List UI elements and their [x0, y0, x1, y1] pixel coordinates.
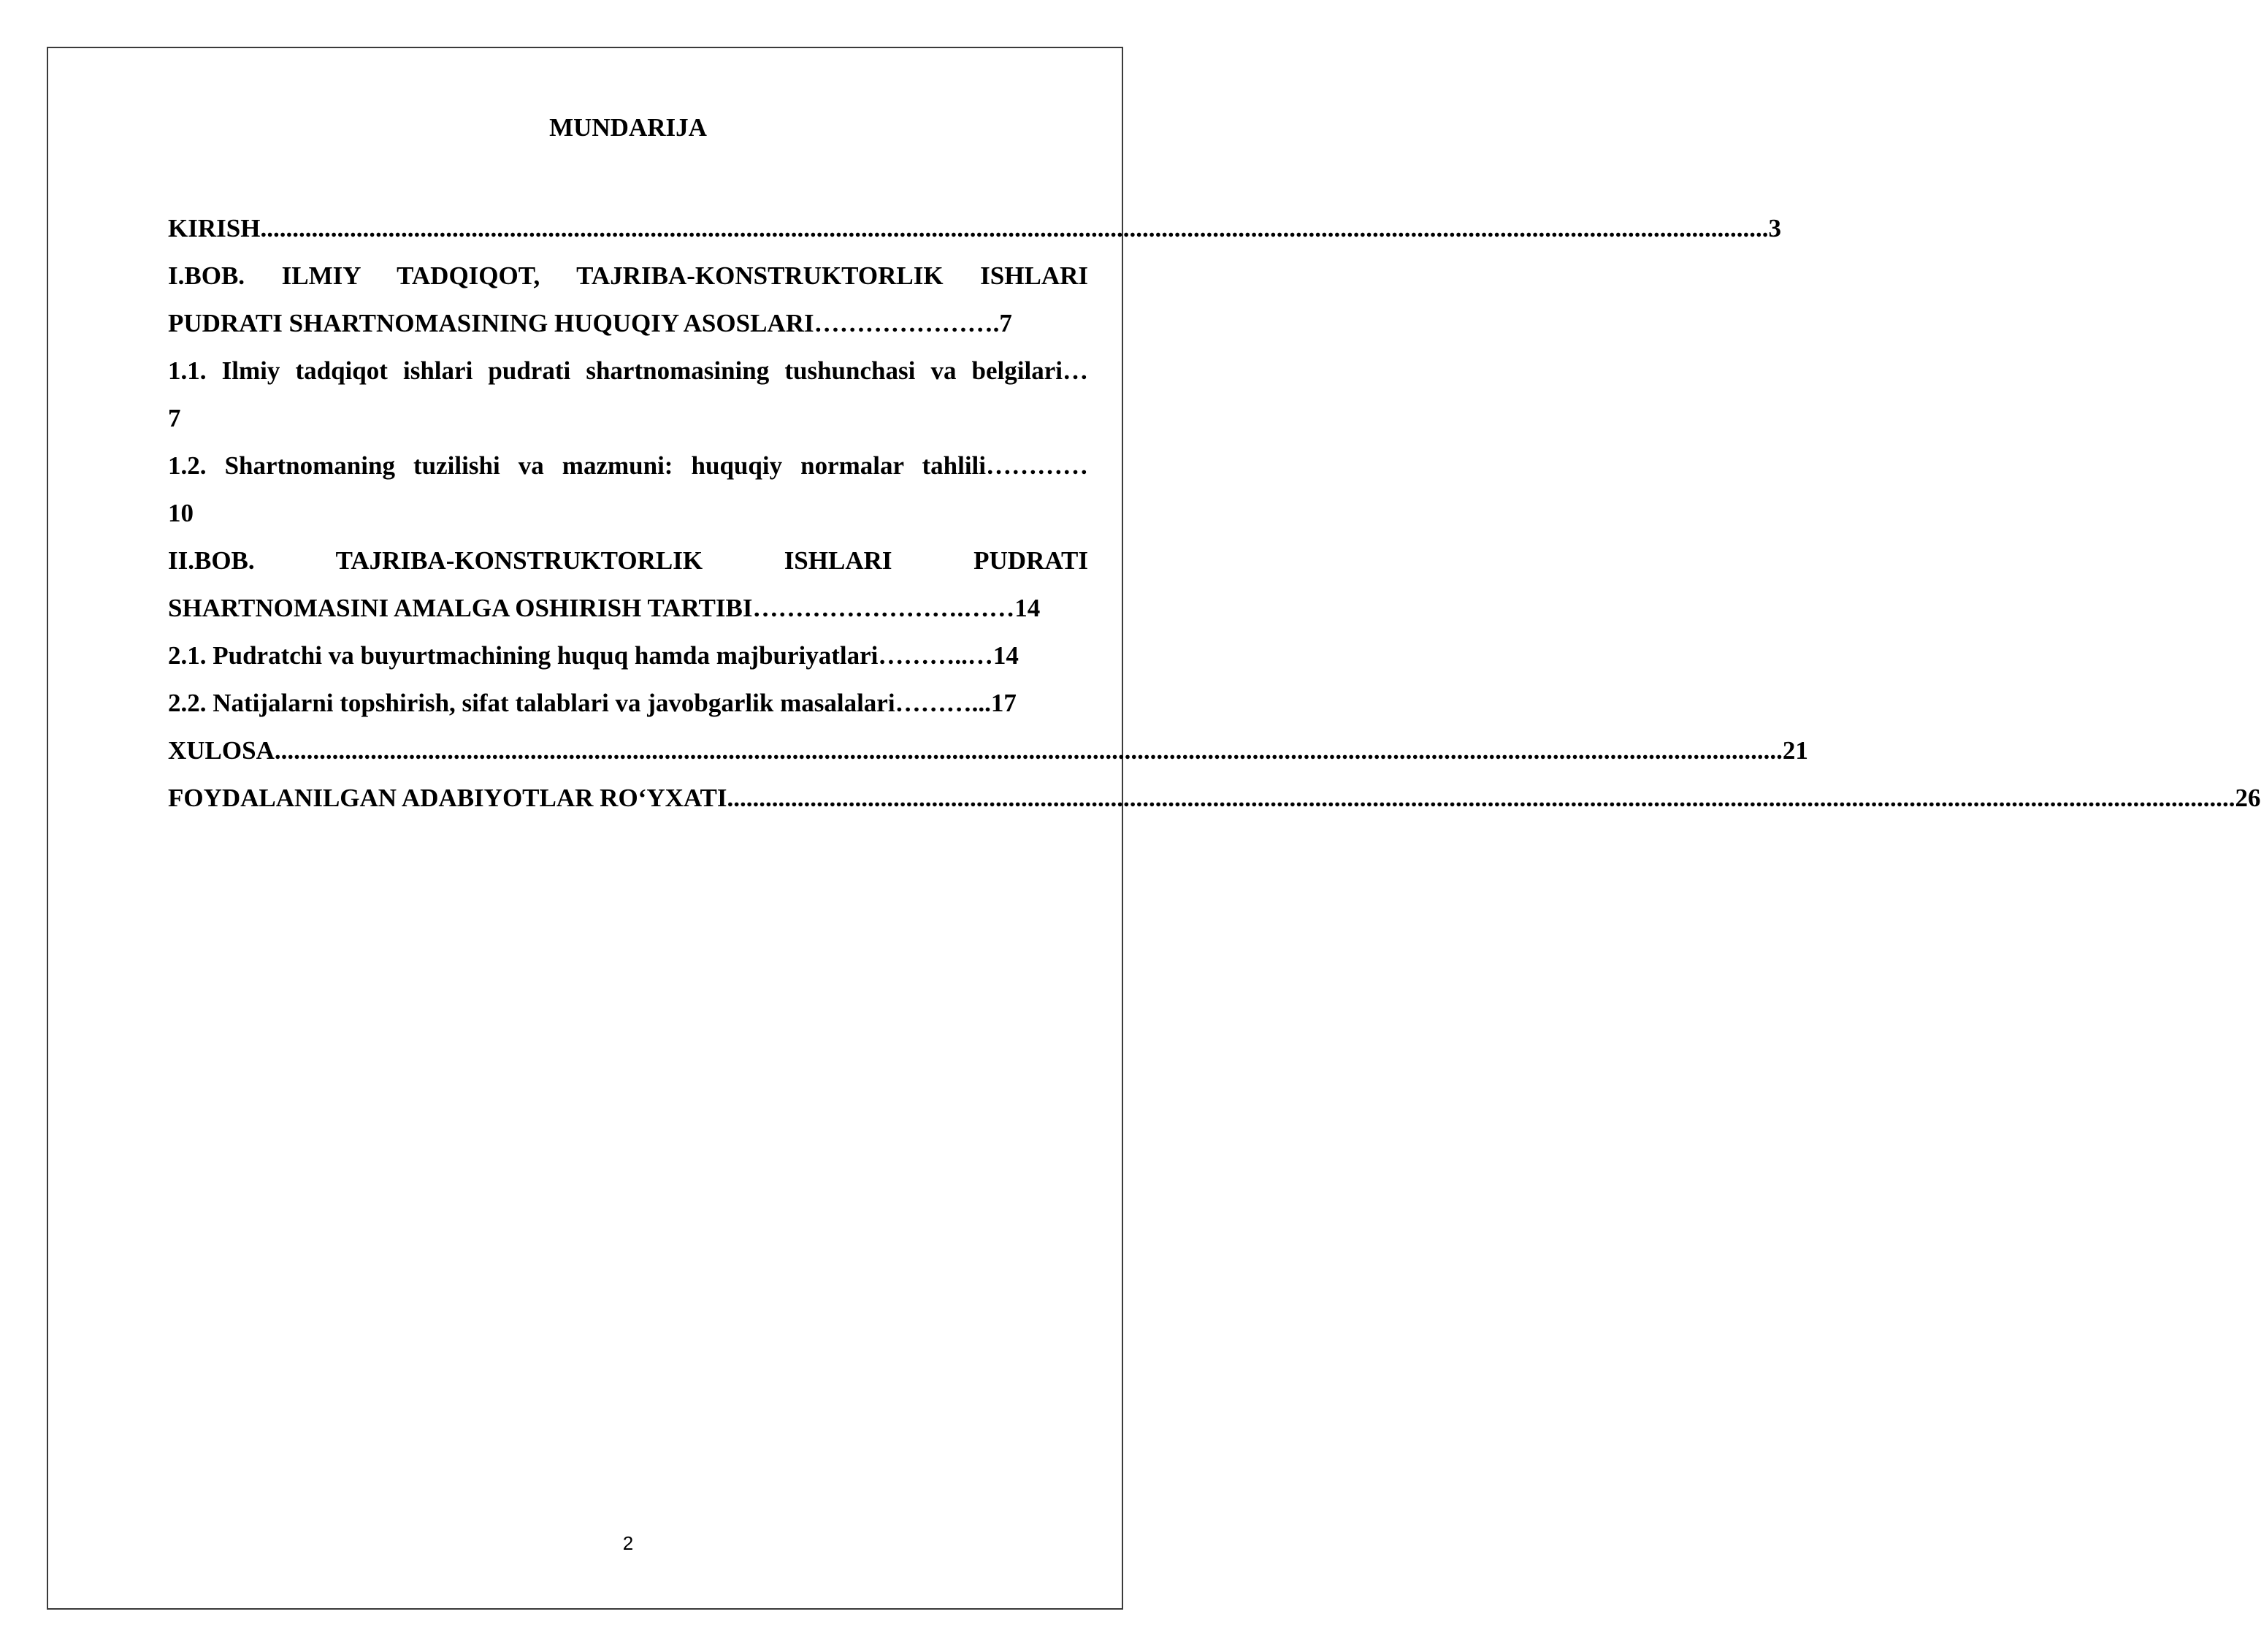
toc-entry-1-2-line1[interactable]: 1.2. Shartnomaning tuzilishi va mazmuni: huquqiy normalar tahlili…………	[168, 451, 1088, 480]
page-number: 2	[622, 1532, 634, 1554]
dot-leader: ………..…	[878, 641, 993, 670]
toc-entry-1-2-line2[interactable]: 10	[168, 499, 194, 527]
toc-entry-page: 17	[990, 689, 1017, 717]
dot-leader: ............................................................................................................................................................................................................................................	[727, 784, 2235, 812]
toc-entry-bob1-line2[interactable]	[168, 299, 1088, 347]
toc-entry-label: KIRISH	[168, 214, 261, 242]
toc-entry-xulosa[interactable]	[168, 727, 1808, 774]
dot-leader: ………...	[895, 689, 991, 717]
toc-entry-1-1-line1[interactable]: 1.1. Ilmiy tadqiqot ishlari pudrati shartnomasining tushunchasi va belgilari…	[168, 356, 1088, 385]
table-of-contents	[168, 204, 2261, 822]
toc-entry-label: SHARTNOMASINI AMALGA OSHIRISH TARTIBI	[168, 594, 753, 622]
toc-entry-page: 14	[1014, 594, 1041, 622]
toc-entry-2-2[interactable]	[168, 679, 1088, 727]
page-title: MUNDARIJA	[549, 113, 707, 142]
toc-entry-page: 26	[2235, 784, 2261, 812]
toc-entry-label: 2.1. Pudratchi va buyurtmachining huquq hamda majburiyatlari	[168, 641, 879, 670]
dot-leader: ............................................................................................................................................................................................................................................	[260, 214, 1769, 242]
toc-entry-label: XULOSA	[168, 736, 275, 765]
toc-entry-2-1[interactable]	[168, 632, 1088, 679]
toc-entry-page: 3	[1768, 214, 1781, 242]
dot-leader: ............................................................................................................................................................................................................................................	[274, 736, 1783, 765]
toc-entry-label: PUDRATI SHARTNOMASINING HUQUQIY ASOSLARI	[168, 309, 814, 337]
toc-entry-bob2-line2[interactable]	[168, 584, 1088, 632]
toc-entry-1-1-line2[interactable]: 7	[168, 404, 181, 432]
toc-entry-page: 7	[999, 309, 1012, 337]
dot-leader: …………………….……	[752, 594, 1015, 622]
toc-entry-kirish[interactable]	[168, 204, 1781, 252]
toc-entry-bob1-line1[interactable]: I.BOB. ILMIY TADQIQOT, TAJRIBA-KONSTRUKTORLIK ISHLARI	[168, 261, 1088, 290]
toc-entry-page: 14	[992, 641, 1019, 670]
toc-entry-label: 2.2. Natijalarni topshirish, sifat talablari va javobgarlik masalalari	[168, 689, 895, 717]
toc-entry-adabiyotlar[interactable]	[168, 774, 2261, 822]
toc-entry-page: 21	[1782, 736, 1808, 765]
dot-leader: ………………….	[814, 309, 1000, 337]
toc-entry-label: FOYDALANILGAN ADABIYOTLAR RO‘YXATI	[168, 784, 727, 812]
toc-entry-bob2-line1[interactable]: II.BOB. TAJRIBA-KONSTRUKTORLIK ISHLARI PUDRATI	[168, 546, 1088, 575]
